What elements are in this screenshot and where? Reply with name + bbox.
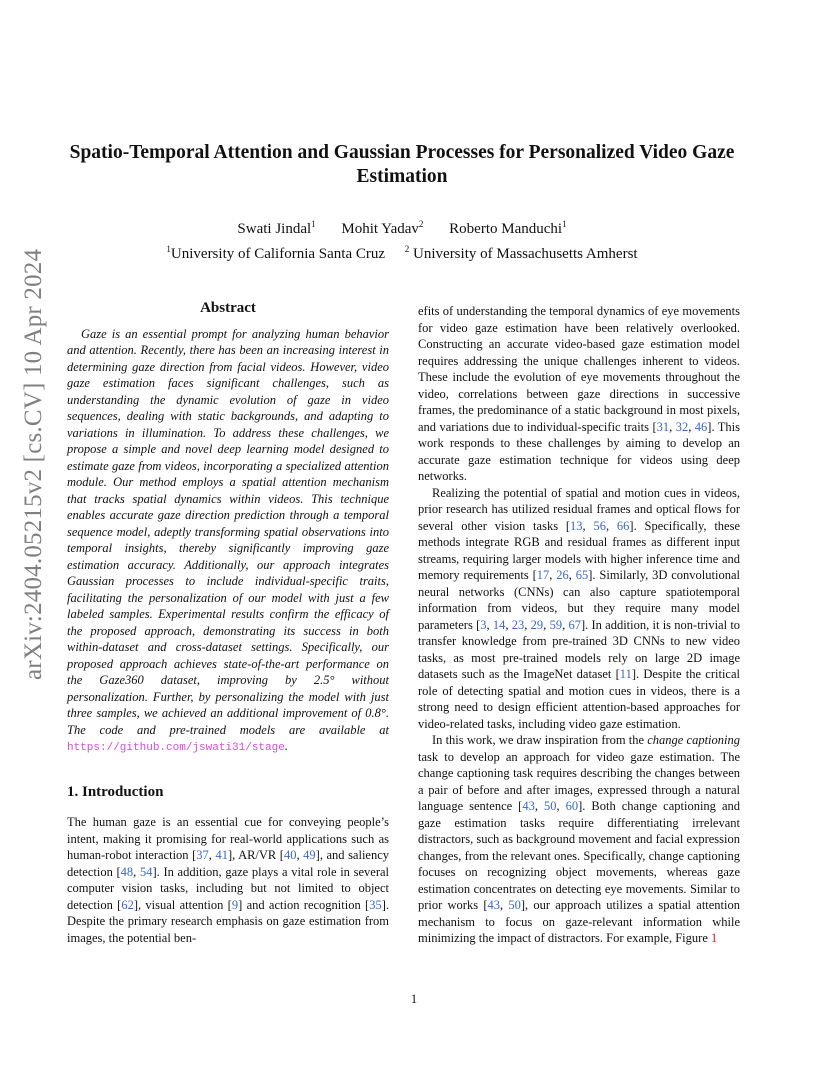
citation-link[interactable]: 66: [616, 518, 630, 533]
author-name: Swati Jindal: [237, 221, 312, 237]
citation-link[interactable]: 29: [530, 617, 544, 632]
paragraph-text: ,: [296, 848, 304, 862]
citation-link[interactable]: 14: [492, 617, 506, 632]
author: [449, 221, 566, 237]
paragraph-text: ,: [543, 617, 550, 632]
paragraph-text: ], AR/VR [: [227, 848, 284, 862]
right-column: [418, 303, 740, 947]
author: [237, 221, 315, 237]
paragraph-text: ,: [605, 518, 617, 533]
paragraph-text: ,: [208, 848, 216, 862]
intro-paragraph: [418, 485, 740, 733]
citation-link[interactable]: 31: [656, 419, 670, 434]
paragraph-text: ]. Specifically, these methods integrate RGB and residual frames as different input streams, requiring larger models with higher inference time and memory requirements [: [418, 518, 741, 582]
citation-link[interactable]: 40: [283, 848, 297, 862]
citation-link[interactable]: 60: [565, 799, 579, 813]
author-affiliation-mark: 1: [311, 219, 316, 229]
paragraph-text: ,: [524, 617, 531, 632]
emphasis-text: change captioning: [647, 733, 740, 747]
paragraph-text: ], our approach utilizes a spatial attention mechanism to focus on gaze-relevant information while minimizing the impact of distractors. For example, Figure: [418, 898, 741, 945]
section-heading-introduction: 1. Introduction: [67, 783, 164, 800]
citation-link[interactable]: 67: [568, 617, 581, 632]
paragraph-text: ]. Similarly, 3D convolutional neural networks (CNNs) can also capture spatiotemporal information from videos, but they require many model parameters [: [418, 568, 740, 632]
arxiv-identifier-text: arXiv:2404.05215v2 [cs.CV] 10 Apr 2024: [20, 248, 47, 680]
citation-link[interactable]: 62: [121, 897, 134, 912]
citation-link[interactable]: 43: [487, 898, 500, 912]
left-column: [67, 300, 389, 946]
figure-reference-link[interactable]: 1: [711, 931, 718, 945]
paragraph-text: ]. Despite the primary research emphasis on gaze estimation from images, the potential ben-: [67, 897, 390, 945]
paragraph-text: ], and saliency detection [: [67, 848, 390, 879]
author-name: Roberto Manduchi: [449, 221, 563, 237]
paragraph-text: Realizing the potential of spatial and motion cues in videos, prior research has utilized residual frames and optical flows for several other vision tasks [: [418, 485, 740, 533]
abstract-body: Gaze is an essential prompt for analyzing human behavior and attention. Recently, there has been an increasing interest in determining gaze direction from facial videos. However, video gaze estimation faces significant challenges, such as understanding the dynamic evolution of gaze in video sequences, dealing with static backgrounds, and adapting to variations in illumination. To address these challenges, we propose a simple and novel deep learning model designed to estimate gaze from videos, incorporating a specialized attention module. Our method employs a spatial attention mechanism that tracks spatial dynamics within videos. This technique enables accurate gaze direction prediction through a temporal sequence model, adeptly transforming spatial observations into temporal insights, thereby significantly improving gaze estimation accuracy. Additionally, our approach integrates Gaussian processes to include individual-specific traits, facilitating the personalization of our model with just a few labeled samples. Experimental results confirm the efficacy of the proposed approach, demonstrating its success in both within-dataset and cross-dataset settings. Specifically, our proposed approach achieves state-of-the-art performance on the Gaze360 dataset, improving by 2.5° without personalization. Further, by personalizing the model with just three samples, we achieved an additional improvement of 0.8°. The code and pre-trained models are available at: [67, 326, 389, 737]
paragraph-text: ,: [133, 864, 140, 879]
page-number: 1: [410, 992, 418, 1006]
affiliation: [166, 246, 385, 262]
paragraph-text: ,: [568, 568, 576, 582]
citation-link[interactable]: 59: [549, 617, 563, 632]
arxiv-identifier: [20, 248, 52, 680]
paragraph-text: task to develop an approach for video gaze estimation. The change captioning task requires describing the changes between a pair of before and after images, expressed through a natural language sentence [: [418, 749, 740, 813]
paragraph-text: ,: [499, 898, 509, 912]
affiliation-mark: 2: [404, 244, 410, 254]
paragraph-text: ,: [549, 568, 557, 582]
affiliation-list: [64, 244, 740, 264]
intro-paragraph: [418, 732, 740, 947]
abstract-heading: Abstract: [200, 300, 256, 316]
paragraph-text: ,: [688, 419, 695, 434]
citation-link[interactable]: 41: [215, 848, 228, 862]
affiliation-mark: 1: [166, 244, 171, 254]
paragraph-text: ,: [505, 617, 512, 632]
author-affiliation-mark: 2: [418, 219, 424, 229]
citation-link[interactable]: 48: [120, 864, 134, 879]
citation-link[interactable]: 65: [575, 568, 589, 582]
affiliation-name: University of California Santa Cruz: [170, 246, 386, 262]
citation-link[interactable]: 49: [303, 848, 316, 862]
paragraph-text: ,: [669, 419, 676, 434]
citation-link[interactable]: 37: [196, 848, 209, 862]
paragraph-text: ]. In addition, it is non-trivial to transfer knowledge from pre-trained 3D CNNs to new video tasks, as most pre-trained models rely on large 2D image datasets such as the ImageNet dataset [: [418, 617, 741, 681]
author-name: Mohit Yadav: [341, 221, 419, 237]
citation-link[interactable]: 50: [508, 898, 521, 912]
citation-link[interactable]: 3: [480, 617, 487, 632]
paragraph-text: ,: [562, 617, 569, 632]
abstract-end: .: [284, 739, 288, 753]
affiliation-name: University of Massachusetts Amherst: [409, 246, 638, 262]
code-link[interactable]: https://github.com/jswati31/stage: [67, 742, 285, 754]
paragraph-text: ], visual attention [: [133, 897, 232, 912]
paragraph-text: ]. In addition, gaze plays a vital role in several computer vision tasks, including but not limited to object detection [: [67, 864, 390, 912]
intro-paragraph-continued: [418, 303, 740, 485]
paragraph-text: ,: [582, 518, 594, 533]
citation-link[interactable]: 56: [593, 518, 606, 533]
citation-link[interactable]: 43: [522, 799, 535, 813]
citation-link[interactable]: 9: [231, 897, 239, 912]
citation-link[interactable]: 26: [556, 568, 569, 582]
author-affiliation-mark: 1: [562, 219, 567, 229]
citation-link[interactable]: 32: [675, 419, 689, 434]
paper-title: Spatio-Temporal Attention and Gaussian Processes for Personalized Video Gaze Estimation: [69, 142, 735, 187]
paragraph-text: ] and action recognition [: [238, 897, 370, 912]
citation-link[interactable]: 17: [536, 568, 550, 582]
paragraph-text: ]. Both change captioning and gaze estimation tasks require differentiating irrelevant distractors, such as background movement and facial expression changes, from the relevant ones. Specifically, change captioning focuses on recognizing object movements, whereas gaze estimation concentrates on detecting eye movements. Similar to prior works [: [418, 799, 740, 912]
intro-paragraph: [67, 814, 389, 946]
paragraph-text: ,: [534, 799, 544, 813]
affiliation: [405, 246, 638, 262]
paragraph-text: The human gaze is an essential cue for conveying people’s intent, making it promising for real-world applications such as human-robot interaction [: [67, 815, 389, 862]
citation-link[interactable]: 54: [139, 864, 153, 879]
citation-link[interactable]: 23: [511, 617, 525, 632]
paragraph-text: In this work, we draw inspiration from the: [432, 733, 648, 747]
citation-link[interactable]: 13: [570, 518, 583, 533]
paragraph-text: ]. This work responds to these challenges by aiming to develop an accurate gaze estimation technique for videos using deep networks.: [418, 419, 741, 483]
citation-link[interactable]: 35: [369, 897, 382, 912]
author: [341, 221, 423, 237]
abstract-text: [67, 326, 389, 757]
citation-link[interactable]: 50: [543, 799, 557, 813]
paragraph-text: ,: [486, 617, 493, 632]
citation-link[interactable]: 46: [694, 419, 708, 434]
paragraph-text: ]. Despite the critical role of detecting spatial and motion cues in videos, there is a strong need to design efficient attention-based approaches for video-related tasks, including video gaze estimation.: [418, 667, 740, 731]
citation-link[interactable]: 11: [619, 667, 632, 681]
author-list: [64, 219, 740, 239]
paragraph-text: efits of understanding the temporal dynamics of eye movements for video gaze estimation have been relatively overlooked. Constructing an accurate video-based gaze estimation model requires addressing the unique challenges inherent to videos. These include the evolution of eye movements throughout the video, correlations between gaze directions in successive frames, the predominance of a static background in most pixels, and variations due to individual-specific traits [: [418, 304, 740, 434]
paragraph-text: ,: [556, 799, 566, 813]
